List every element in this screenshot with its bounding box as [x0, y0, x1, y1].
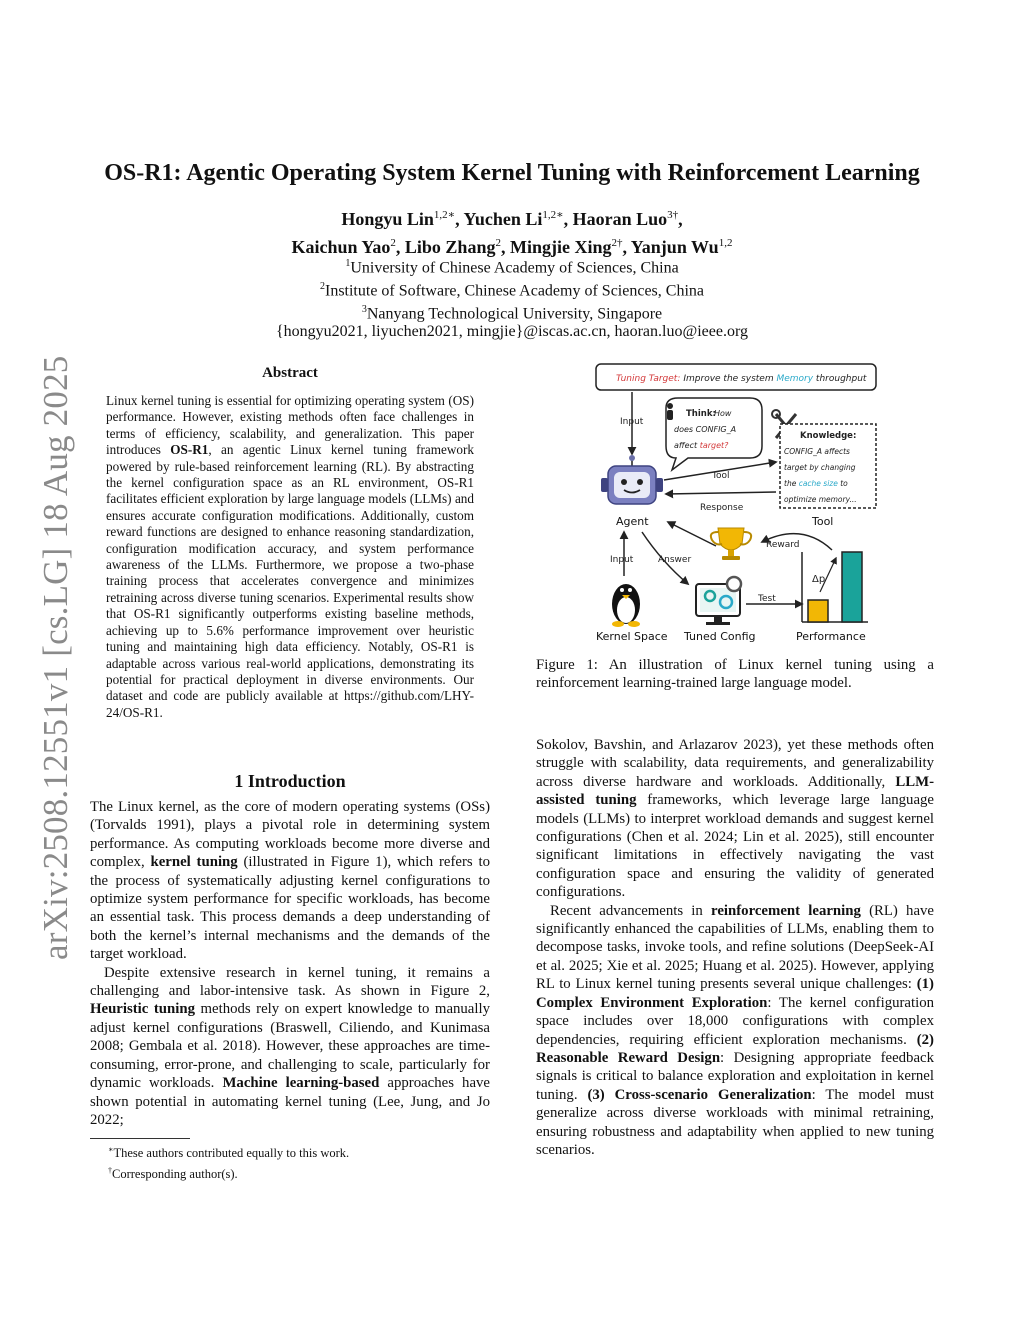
- author-name: Kaichun Yao: [291, 237, 391, 257]
- footnote-rule: [90, 1138, 190, 1139]
- label-delta-p: Δp: [812, 574, 826, 585]
- know-l3a: the: [784, 479, 799, 488]
- label-input-top: Input: [620, 417, 644, 427]
- label-tuned-config: Tuned Config: [684, 630, 756, 643]
- label-kernel-space: Kernel Space: [596, 630, 668, 643]
- author-line-1: Hongyu Lin$^{1,2∗}$, Yuchen $Li^{1,2∗}$, Haoran Luo$^{3\dagger}$,: [341, 209, 683, 229]
- paragraph: [90, 798, 490, 964]
- label-reward: Reward: [766, 540, 800, 550]
- know-l3c: to: [837, 479, 848, 488]
- affiliation: [0, 301, 1024, 324]
- knowledge-line-2: target by changing: [784, 463, 856, 472]
- author-sup: 1,2∗: [433, 209, 456, 221]
- paragraph-text: Despite extensive research in kernel tuning, it remains a challenging and labor-intensive task. As shown in Figure 2,: [90, 964, 490, 1000]
- paragraph-text: Sokolov, Bavshin, and Arlazarov 2023), yet these methods often struggle with scalability, data requirements, and generalizability across diverse hardware and workloads. Additionally,: [536, 737, 934, 790]
- section-heading-introduction: 1 Introduction: [234, 771, 346, 791]
- affiliation: [0, 278, 1024, 301]
- affiliation-text: University of Chinese Academy of Sciences, China: [350, 259, 679, 277]
- knowledge-line-1: CONFIG_A affects: [784, 447, 850, 456]
- paragraph-text: (illustrated in Figure 1), which refers to the process of systematically adjusting kernel configurations to optimize system performance for specific workloads, has become an essential task. This process demands a deep understanding of both the kernel’s internal mechanisms and the demands of the target workload.: [90, 854, 490, 963]
- author-sup: 1,2: [718, 237, 733, 249]
- label-input-bottom: Input: [610, 555, 634, 565]
- tuning-target-t1: Improve the system: [683, 374, 777, 384]
- affiliations: [0, 255, 1024, 342]
- think-t3: affect: [674, 441, 700, 450]
- paragraph: [536, 736, 934, 902]
- abstract-text: Linux kernel tuning is essential for optimizing operating system (OS) performance. However, existing methods often face challenges in terms of efficiency, scalability, and generalization. This paper introduces: [106, 393, 474, 458]
- tuned-config-monitor-icon: [696, 577, 741, 625]
- perf-bar-before: [808, 600, 828, 622]
- paragraph-bold: LLM-assisted tuning: [536, 773, 934, 809]
- label-tool: Tool: [812, 515, 834, 528]
- paragraph-bold: (1) Complex Environment Exploration: [536, 976, 934, 1011]
- paragraph-text: : Designing appropriate feedback signals is critical to balance exploration and exploitation in kernel tuning.: [536, 1049, 934, 1103]
- paragraph: [536, 902, 934, 1160]
- author-sup: 3†: [667, 209, 679, 221]
- footnote-sup: †: [108, 1166, 112, 1176]
- author-sup: 2: [495, 237, 501, 249]
- perf-bar-after: [842, 552, 862, 622]
- knowledge-line-3: [784, 479, 848, 488]
- know-cache-size: cache size: [798, 479, 838, 488]
- author-name: Hongyu Lin: [341, 209, 434, 229]
- affiliation-text: Institute of Software, Chinese Academy of Sciences, China: [324, 282, 704, 300]
- author-emails: {hongyu2021, liyuchen2021, mingjie}@iscas.ac.cn, haoran.luo@ieee.org: [276, 323, 748, 341]
- reward-arrow-to-agent: [668, 522, 716, 546]
- person-body: [667, 410, 673, 420]
- think-line-2: does CONFIG_A: [674, 425, 737, 434]
- linux-penguin-icon: [612, 584, 640, 627]
- intro-left-column: [90, 798, 490, 1129]
- label-tool-call: Tool: [712, 471, 730, 481]
- label-agent: Agent: [616, 515, 649, 528]
- footnote-sup: ∗: [108, 1145, 114, 1154]
- think-line-1: How: [714, 409, 732, 418]
- tuning-target-text: [616, 374, 867, 384]
- knowledge-label: Knowledge:: [800, 431, 857, 441]
- affiliation: [0, 255, 1024, 278]
- trophy-icon: [711, 528, 751, 560]
- arxiv-stamp: [6, 355, 75, 960]
- affiliation-text: Nanyang Technological University, Singapore: [366, 304, 663, 322]
- paragraph-text: frameworks, which leverage large language models (LLMs) to interpret workload demands and suggest kernel configurations (Chen et al. 2024; Lin et al. 2025), still encounter significant limitations in effectively navigating the vast configuration space and ensuring the validity of generated configurations.: [536, 792, 934, 901]
- robot-agent-icon: [601, 455, 663, 504]
- tuning-target-label: Tuning Target:: [616, 374, 681, 384]
- paragraph-text: Recent advancements in: [550, 902, 712, 919]
- think-target: target?: [699, 441, 729, 450]
- abstract-body: [106, 393, 474, 721]
- footnote: [108, 1162, 488, 1183]
- author-name: Yanjun Wu: [630, 237, 719, 257]
- paragraph-bold: kernel tuning: [150, 854, 238, 871]
- affiliation-sup: 1: [345, 258, 351, 269]
- author-name: Mingjie Xing: [509, 237, 612, 257]
- label-performance: Performance: [796, 630, 866, 643]
- paper-title: OS-R1: Agentic Operating System Kernel Tuning with Reinforcement Learning: [104, 160, 920, 186]
- abstract-heading: Abstract: [262, 365, 318, 381]
- abstract-bold: OS-R1: [170, 442, 209, 458]
- label-answer: Answer: [658, 555, 692, 565]
- think-line-3: [674, 441, 729, 450]
- paragraph-text: The Linux kernel, as the core of modern operating systems (OSs) (Torvalds 1991), plays a pivotal role in determining system performance. As computing workloads become more diverse and complex,: [90, 799, 490, 871]
- affiliation-sup: 2: [319, 280, 325, 292]
- paragraph-bold: (2) Reasonable Reward Design: [536, 1031, 934, 1066]
- paragraph-text: (RL) have significantly enhanced the capabilities of LLMs, enabling them to decompose tasks, invoke tools, and refine solutions (DeepSeek-AI et al. 2025; Xie et al. 2025; Huang et al. 2025). However, applying RL to Linux kernel tuning presents several unique challenges:: [536, 902, 934, 993]
- label-test: Test: [758, 594, 776, 604]
- footnote: [108, 1141, 488, 1162]
- intro-right-column: [536, 736, 934, 1159]
- figure-1-caption: Figure 1: An illustration of Linux kernel tuning using a reinforcement learning-trained large language model.: [536, 657, 934, 692]
- footnote-text: Corresponding author(s).: [112, 1167, 238, 1182]
- author-list: [0, 203, 1024, 259]
- author-sup: 2: [390, 237, 396, 249]
- affiliation-sup: 3: [361, 303, 367, 315]
- footnote-text: These authors contributed equally to this work.: [113, 1146, 350, 1161]
- abstract-text: , an agentic Linux kernel tuning framework powered by rule-based reinforcement learning (RL). By abstracting the kernel configuration space as an RL environment, OS-R1 facilitates efficient exploration by large language models (LLMs) and ensures accurate configuration modifications. Additionally, custom reward functions are designed to enhance reasoning standardization, configuration modification accuracy, and system performance awareness of the LLMs. Furthermore, we propose a two-phase training process that accelerates convergence and minimizes retraining across diverse tuning scenarios. Experimental results show that OS-R1 significantly outperforms existing baseline methods, achieving up to 5.6% performance improvement over heuristic tuning and maintaining high data efficiency. Notably, OS-R1 is adaptable across various real-world applications, demonstrating its potential for practical deployment in diverse environments. Our dataset and code are publicly available at https://github.com/LHY-24/OS-R1.: [106, 442, 475, 720]
- paragraph-text: : The model must generalize across diverse workloads with minimal retraining, ensuring robustness and adaptability when applied to new tuning scenarios.: [536, 1086, 934, 1158]
- footnotes: [108, 1141, 488, 1183]
- paragraph-text: methods rely on expert knowledge to manually adjust kernel configurations (Braswell, Ciliendo, and Kunimasa 2008; Gembala et al. 2018). However, these approaches are time-consuming, error-prone, and challenging to scale, particularly for dynamic workloads.: [90, 1001, 490, 1092]
- tuning-target-t2: throughput: [813, 374, 867, 384]
- person-icon: [667, 403, 673, 409]
- author-name: Yuchen Li: [463, 209, 543, 229]
- author-sup: 1,2∗: [542, 209, 564, 221]
- author-name: Libo Zhang: [404, 237, 496, 257]
- knowledge-line-4: optimize memory...: [784, 495, 857, 504]
- paragraph-bold: reinforcement learning: [711, 902, 861, 919]
- paragraph-bold: Machine learning-based: [222, 1075, 380, 1092]
- paragraph: [90, 964, 490, 1130]
- author-name: Haoran Luo: [572, 209, 668, 229]
- paragraph-bold: Heuristic tuning: [90, 1001, 195, 1018]
- think-label: Think:: [686, 409, 716, 419]
- author-line-2: Kaichun Yao$^2$, Libo Zhang$^2$, Mingjie Xing$^{2\dagger}$, Yanjun Wu$^{1,2}$: [291, 237, 733, 257]
- label-response: Response: [700, 503, 744, 513]
- response-arrow: [666, 492, 776, 494]
- arxiv-id: arXiv:2508.12551v1 [cs.LG] 18 Aug 2025: [36, 355, 75, 960]
- figure-1-diagram: [592, 362, 882, 644]
- paragraph-text: approaches have shown potential in automating kernel tuning (Lee, Jung, and Jo 2022;: [90, 1075, 490, 1128]
- tuning-target-memory: Memory: [776, 374, 814, 384]
- paragraph-bold: (3) Cross-scenario Generalization: [587, 1086, 812, 1103]
- paragraph-text: : The kernel configuration space includes over 18,000 configurations with complex dependencies, requiring efficient exploration mechanisms.: [536, 994, 934, 1048]
- author-sup: 2†: [611, 237, 623, 249]
